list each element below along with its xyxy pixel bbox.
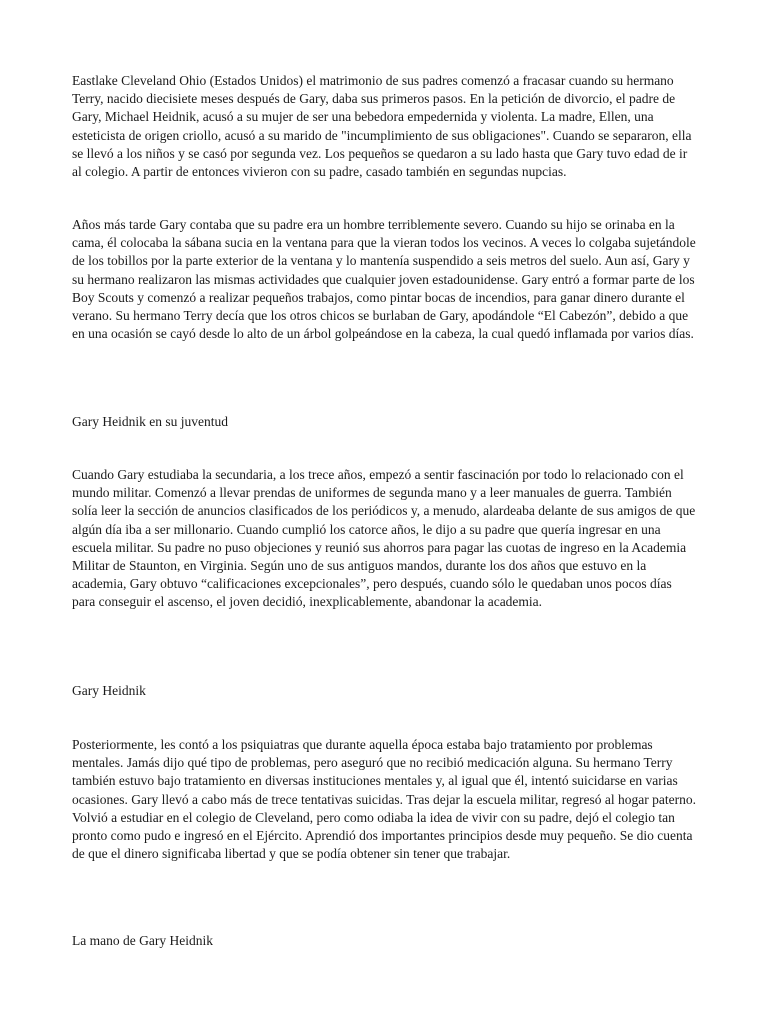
paragraph-childhood-divorce: Eastlake Cleveland Ohio (Estados Unidos) el matrimonio de sus padres comenzó a fracasar cuando su hermano Terry, nacido diecisiete meses después de Gary, daba sus primeros pasos. En la petición de divorcio, el padre de Gary, Michael Heidnik, acusó a su mujer de ser una bebedora empedernida y violenta. La madre, Ellen, una esteticista de origen criollo, acusó a su marido de "incumplimiento de sus obligaciones". Cuando se separaron, ella se llevó a los niños y se casó por segunda vez. Los pequeños se quedaron a su lado hasta que Gary tuvo edad de ir al colegio. A partir de entonces vivieron con su padre, casado también en segundas nupcias. (72, 73, 692, 180)
paragraph-psychiatric-treatment: Posteriormente, les contó a los psiquiatras que durante aquella época estaba bajo tratamiento por problemas mentales. Jamás dijo qué tipo de problemas, pero aseguró que no recibió medicación alguna. Su hermano Terry también estuvo bajo tratamiento en diversas instituciones mentales y, al igual que él, intentó suicidarse en varias ocasiones. Gary llevó a cabo más de trece tentativas suicidas. Tras dejar la escuela militar, regresó al hogar paterno. Volvió a estudiar en el colegio de Cleveland, pero como odiaba la idea de vivir con su padre, dejó el colegio tan pronto como pudo e ingresó en el Ejército. Aprendió dos importantes principios desde muy pequeño. Se dio cuenta de que el dinero significaba libertad y que se podía obtener sin tener que trabajar. (72, 737, 696, 862)
section-heading-youth: Gary Heidnik en su juventud (72, 414, 228, 429)
section-heading-name: Gary Heidnik (72, 683, 146, 698)
section-heading-hand: La mano de Gary Heidnik (72, 933, 213, 948)
paragraph-military-academy: Cuando Gary estudiaba la secundaria, a los trece años, empezó a sentir fascinación por todo lo relacionado con el mundo militar. Comenzó a llevar prendas de uniformes de segunda mano y a leer manuales de guerra. También solía leer la sección de anuncios clasificados de los periódicos y, a menudo, alardeaba delante de sus amigos de que algún día iba a ser millonario. Cuando cumplió los catorce años, le dijo a su padre que quería ingresar en una escuela militar. Su padre no puso objeciones y reunió sus ahorros para pagar las cuotas de ingreso en la Academia Militar de Staunton, en Virginia. Según uno de sus antiguos mandos, durante los dos años que estuvo en la academia, Gary obtuvo “calificaciones excepcionales”, pero después, cuando sólo le quedaban unos pocos días para conseguir el ascenso, el joven decidió, inexplicablemente, abandonar la academia. (72, 467, 696, 610)
paragraph-father-severity: Años más tarde Gary contaba que su padre era un hombre terriblemente severo. Cuando su hijo se orinaba en la cama, él colocaba la sábana sucia en la ventana para que la vieran todos los vecinos. A veces lo colgaba sujetándole de los tobillos por la parte exterior de la ventana y lo mantenía suspendido a seis metros del suelo. Aun así, Gary y su hermano realizaron las mismas actividades que cualquier joven estadounidense. Gary entró a formar parte de los Boy Scouts y comenzó a realizar pequeños trabajos, como pintar bocas de incendios, para ganar dinero durante el verano. Su hermano Terry decía que los otros chicos se burlaban de Gary, apodándole “El Cabezón”, debido a que en una ocasión se cayó desde lo alto de un árbol golpeándose en la cabeza, la cual quedó inflamada por varios días. (72, 217, 696, 342)
